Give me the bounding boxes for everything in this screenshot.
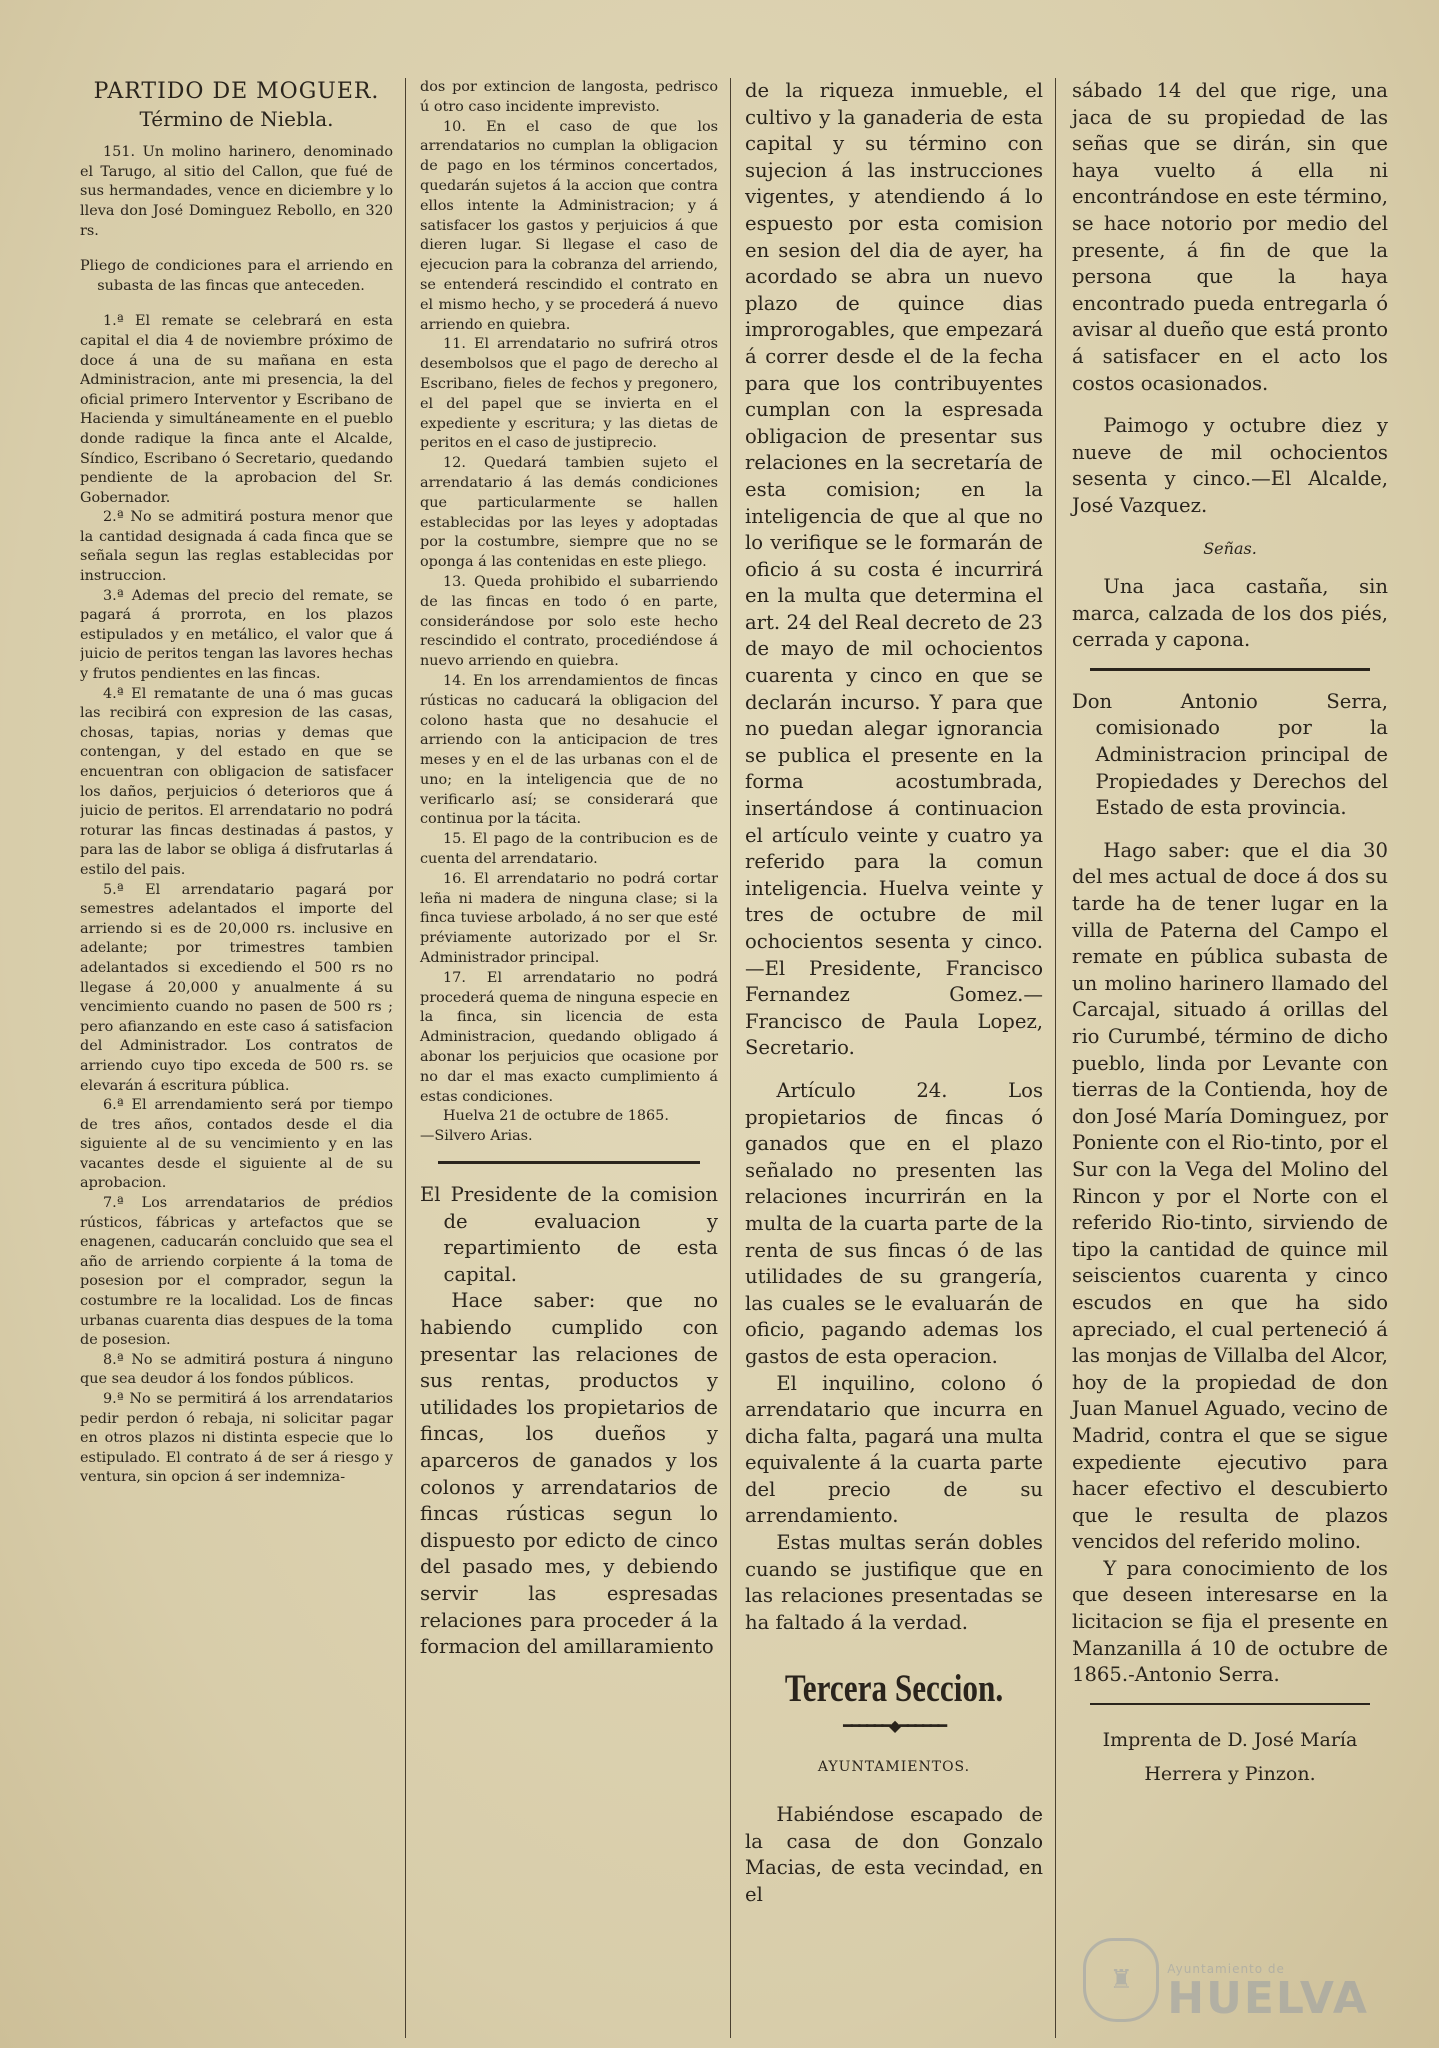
divider <box>438 1161 700 1164</box>
ayuntamientos-heading: AYUNTAMIENTOS. <box>817 1758 971 1775</box>
condition-3: 3.ª Ademas del precio del remate, se pagará á prorrota, en los plazos estipulados y en metálico, el valor que á juicio de peritos tengan las lavores hechas y frutos pendientes en las fincas. <box>80 587 393 683</box>
inquilino-paragraph: El inquilino, colono ó arrendatario que incurra en dicha falta, pagará una multa equivalente á la cuarta parte del precio de su arrendamiento. <box>745 1371 1043 1528</box>
column-4 <box>1055 78 1394 2038</box>
condition-13: 13. Queda prohibido el subarriendo de las fincas en todo ó en parte, considerándose por solo este hecho rescindido el contrato, procediéndose á nuevo arriendo en quiebra. <box>420 573 718 670</box>
jaca-notice-continued: sábado 14 del que rige, una jaca de su propiedad de las señas que se dirán, sin que haya vuelto á ella ni encontrándose en este término, se hace notorio por medio del presente, á fin de que la persona que la haya encontrado pueda entregarla ó avisar al dueño que está pronto á satisfacer en el acto los costos ocasionados. <box>1072 79 1388 395</box>
presidente-title: El Presidente de la comision de evaluacion y repartimiento de esta capital. <box>420 1183 718 1286</box>
crest-icon: ♜ <box>1083 1938 1159 2022</box>
condition-17: 17. El arrendatario no podrá procederá quema de ninguna especie en la finca, sin licencia de esta Administracion, quedando obligado á abonar los perjuicios que ocasione por no dar el mas exacto cumplimiento á estas condiciones. <box>420 969 718 1105</box>
termino-subheading: Término de Niebla. <box>139 106 334 131</box>
condition-8: 8.ª No se admitirá postura á ninguno que sea deudor á los fondos públicos. <box>80 1351 393 1388</box>
conocimiento-paragraph: Y para conocimiento de los que deseen interesarse en la licitacion se fija el presente en Manzanilla á 10 de octubre de 1865.-Antonio Serra. <box>1072 1556 1388 1687</box>
condition-7: 7.ª Los arrendatarios de prédios rústicos, fábricas y artefactos que se enagenen, caducarán concluido que sea el año de arriendo corpiente á la toma de posesion por el comprador, segun la costumbre re la localidad. Los de fincas urbanas cuarenta dias despues de la toma de posesion. <box>80 1195 393 1349</box>
condition-1: 1.ª El remate se celebrará en esta capital el dia 4 de noviembre próximo de doce á una de su mañana en esta Administracion, ante mi presencia, la del oficial primero Interventor y Escribano de Hacienda y simultáneamente en el pueblo donde radique la finca ante el Alcalde, Síndico, Escribano ó Secretario, quedando pendiente de la aprobacion del Sr. Gobernador. <box>80 313 393 506</box>
escapado-paragraph: Habiéndose escapado de la casa de don Gonzalo Macias, de esta vecindad, en el <box>745 1803 1043 1906</box>
condition-15: 15. El pago de la contribucion es de cuenta del arrendatario. <box>420 831 718 868</box>
archive-watermark <box>1079 1938 1369 2022</box>
notice-151: 151. Un molino harinero, denominado el Tarugo, al sitio del Callon, que fué de sus hermandades, vence en diciembre y lo lleva don José Dominguez Rebollo, en 320 rs. <box>80 144 393 239</box>
comision-continued: de la riqueza inmueble, el cultivo y la ganaderia de esta capital y su término con sujecion á las instrucciones vigentes, y atendiendo á lo espuesto por esta comision en sesion del dia de ayer, ha acordado se abra un nuevo plazo de quince dias improrogables, que empezará á correr desde el de la fecha para que los contribuyentes cumplan con la espresada obligacion de presentar sus relaciones en la secretaría de esta comision; en la inteligencia de que al que no lo verifique se le formarán de oficio á su costa é incurrirá en la multa que determina el art. 24 del Real decreto de 23 de mayo de mil ochocientos cuarenta y cinco en que se declarán incurso. Y para que no puedan alegar ignorancia se publica el presente en la forma acostumbrada, insertándose á continuacion el artículo veinte y cuatro ya referido para la comun inteligencia. Huelva veinte y tres de octubre de mil ochocientos sesenta y cinco.—El Presidente, Francisco Fernandez Gomez.—Francisco de Paula Lopez, Secretario. <box>745 79 1043 1060</box>
multas-paragraph: Estas multas serán dobles cuando se justifique que en las relaciones presentadas se ha faltado á la verdad. <box>745 1531 1043 1634</box>
hace-saber: Hace saber: que no habiendo cumplido con presentar las relaciones de sus rentas, productos y utilidades los propietarios de fincas, los dueños y aparceros de ganados y los colonos y arrendatarios de fincas rústicas segun lo dispuesto por edicto de cinco del pasado mes, y debiendo servir las espresadas relaciones para proceder á la formacion del amillaramiento <box>420 1289 718 1659</box>
partido-heading: PARTIDO DE MOGUER. <box>93 79 380 104</box>
imprenta-line-1: Imprenta de D. José María <box>1102 1728 1358 1751</box>
column-2 <box>405 78 730 2038</box>
senas-description: Una jaca castaña, sin marca, calzada de los dos piés, cerrada y capona. <box>1072 575 1388 652</box>
condition-12: 12. Quedará tambien sujeto el arrendatario á las demás condiciones que particularmente se hallen establecidas por las leyes y adoptadas por la costumbre, siempre que no se oponga á las contenidas en este pliego. <box>420 455 718 571</box>
condition-9-continued: dos por extincion de langosta, pedrisco ú otro caso incidente imprevisto. <box>420 79 718 115</box>
columns <box>80 78 1409 2038</box>
column-1 <box>80 78 405 2038</box>
column-3 <box>730 78 1055 2038</box>
divider <box>1090 1703 1370 1705</box>
watermark-line-1: Ayuntamiento de <box>1167 1962 1285 1976</box>
hago-saber: Hago saber: que el dia 30 del mes actual de doce á dos su tarde ha de tener lugar en la villa de Paterna del Campo el remate en pública subasta de un molino harinero llamado del Carcajal, situado á orillas del rio Curumbé, término de dicho pueblo, linda por Levante con tierras de la Contienda, hoy de don José María Dominguez, por Poniente con el Rio-tinto, por el Sur con la Vega del Molino del Rincon y por el Norte con el referido Rio-tinto, sirviendo de tipo la cantidad de quince mil seiscientos cuarenta y cinco escudos en que ha sido apreciado, el cual perteneció á las monjas de Villalba del Alcor, hoy de la propiedad de don Juan Manuel Aguado, vecino de Madrid, contra el que se sigue expediente ejecutivo para hacer efectivo el descubierto que le resulta de plazos vencidos del referido molino. <box>1072 838 1388 1554</box>
condition-4: 4.ª El rematante de una ó mas gucas las recibirá con expresion de las casas, chosas, tapias, norias y demas que contengan, y del estado en que se encuentran con obligacion de satisfacer los daños, perjuicios ó deterioros que á juicio de peritos. El arrendatario no podrá roturar las fincas destinadas á pastos, y para las de labor se obliga á disfrutarlas á estilo del pais. <box>80 685 393 878</box>
tercera-seccion-title: Tercera Seccion. <box>784 1667 1004 1711</box>
condition-9: 9.ª No se permitirá á los arrendatarios pedir perdon ó rebaja, ni solicitar pagar en otros plazos ni distinta especie que lo estipulado. El contrato á de ser á riesgo y ventura, sin opcion á ser indemniza- <box>80 1391 393 1486</box>
pliego-title: Pliego de condiciones para el arriendo en subasta de las fincas que anteceden. <box>80 258 393 294</box>
articulo-24: Artículo 24. Los propietarios de fincas ó ganados que en el plazo señalado no presenten las relaciones incurrirán en la multa de la cuarta parte de la renta de sus fincas ó de las utilidades de su grangería, las cuales se le evaluarán de oficio, pagando ademas los gastos de esta operacion. <box>745 1078 1043 1368</box>
imprenta-line-2: Herrera y Pinzon. <box>1144 1762 1316 1785</box>
condition-5: 5.ª El arrendatario pagará por semestres adelantados el importe del arriendo si es de 20,000 rs. inclusive en adelante; por trimestres tambien adelantados si excediendo el 500 rs no llegase á 20,000 y anualmente á su vencimiento cuando no pasen de 500 rs ; pero afianzando en este caso á satisfacion del Administrador. Los contratos de arriendo cuyo tipo exceda de 500 rs. se elevarán á escritura pública. <box>80 881 393 1094</box>
condition-11: 11. El arrendatario no sufrirá otros desembolsos que el pago de derecho al Escribano, fieles de fechos y pregonero, el del papel que se invierta en el expediente y escritura; y las dietas de peritos en el caso de justiprecio. <box>420 336 718 452</box>
signature: —Silvero Arias. <box>420 1128 533 1145</box>
serra-title: Don Antonio Serra, comisionado por la Administracion principal de Propiedades y Derechos del Estado de esta provincia. <box>1072 689 1388 820</box>
paimogo-signature: Paimogo y octubre diez y nueve de mil ochocientos sesenta y cinco.—El Alcalde, José Vazquez. <box>1072 414 1388 517</box>
ornament-divider: ━━━━━━◆━━━━━━ <box>843 1716 945 1736</box>
condition-14: 14. En los arrendamientos de fincas rústicas no caducará la obligacion del colono hasta que no desahucie el arriendo con la anticipacion de tres meses y en el de las urbanas con el de uno; en la inteligencia que de no verificarlo así; se considerará que continua por la tácita. <box>420 672 718 828</box>
condition-6: 6.ª El arrendamiento será por tiempo de tres años, contados desde el dia siguiente al de su vencimiento y en las vacantes desde el siguiente al de su aprobacion. <box>80 1097 393 1192</box>
condition-10: 10. En el caso de que los arrendatarios no cumplan la obligacion de pago en los términos concertados, quedarán sujetos á la accion que contra ellos intente la Administracion; y á satisfacer los gastos y perjuicios á que dieren lugar. Si llegase el caso de ejecucion para la cobranza del arriendo, se entenderá rescindido el contrato en el mismo hecho, y se procederá á nuevo arriendo en quiebra. <box>420 118 718 333</box>
senas-heading: Señas. <box>1203 538 1257 558</box>
dateline: Huelva 21 de octubre de 1865. <box>443 1108 669 1125</box>
condition-2: 2.ª No se admitirá postura menor que la cantidad designada á cada finca que se señala segun las reglas establecidas por instruccion. <box>80 509 393 585</box>
watermark-line-2: HUELVA <box>1167 1973 1369 2024</box>
divider <box>1090 668 1370 671</box>
condition-16: 16. El arrendatario no podrá cortar leña ni madera de ninguna clase; si la finca tuviese arbolado, á no ser que esté préviamente autorizado por el Sr. Administrador principal. <box>420 870 718 967</box>
